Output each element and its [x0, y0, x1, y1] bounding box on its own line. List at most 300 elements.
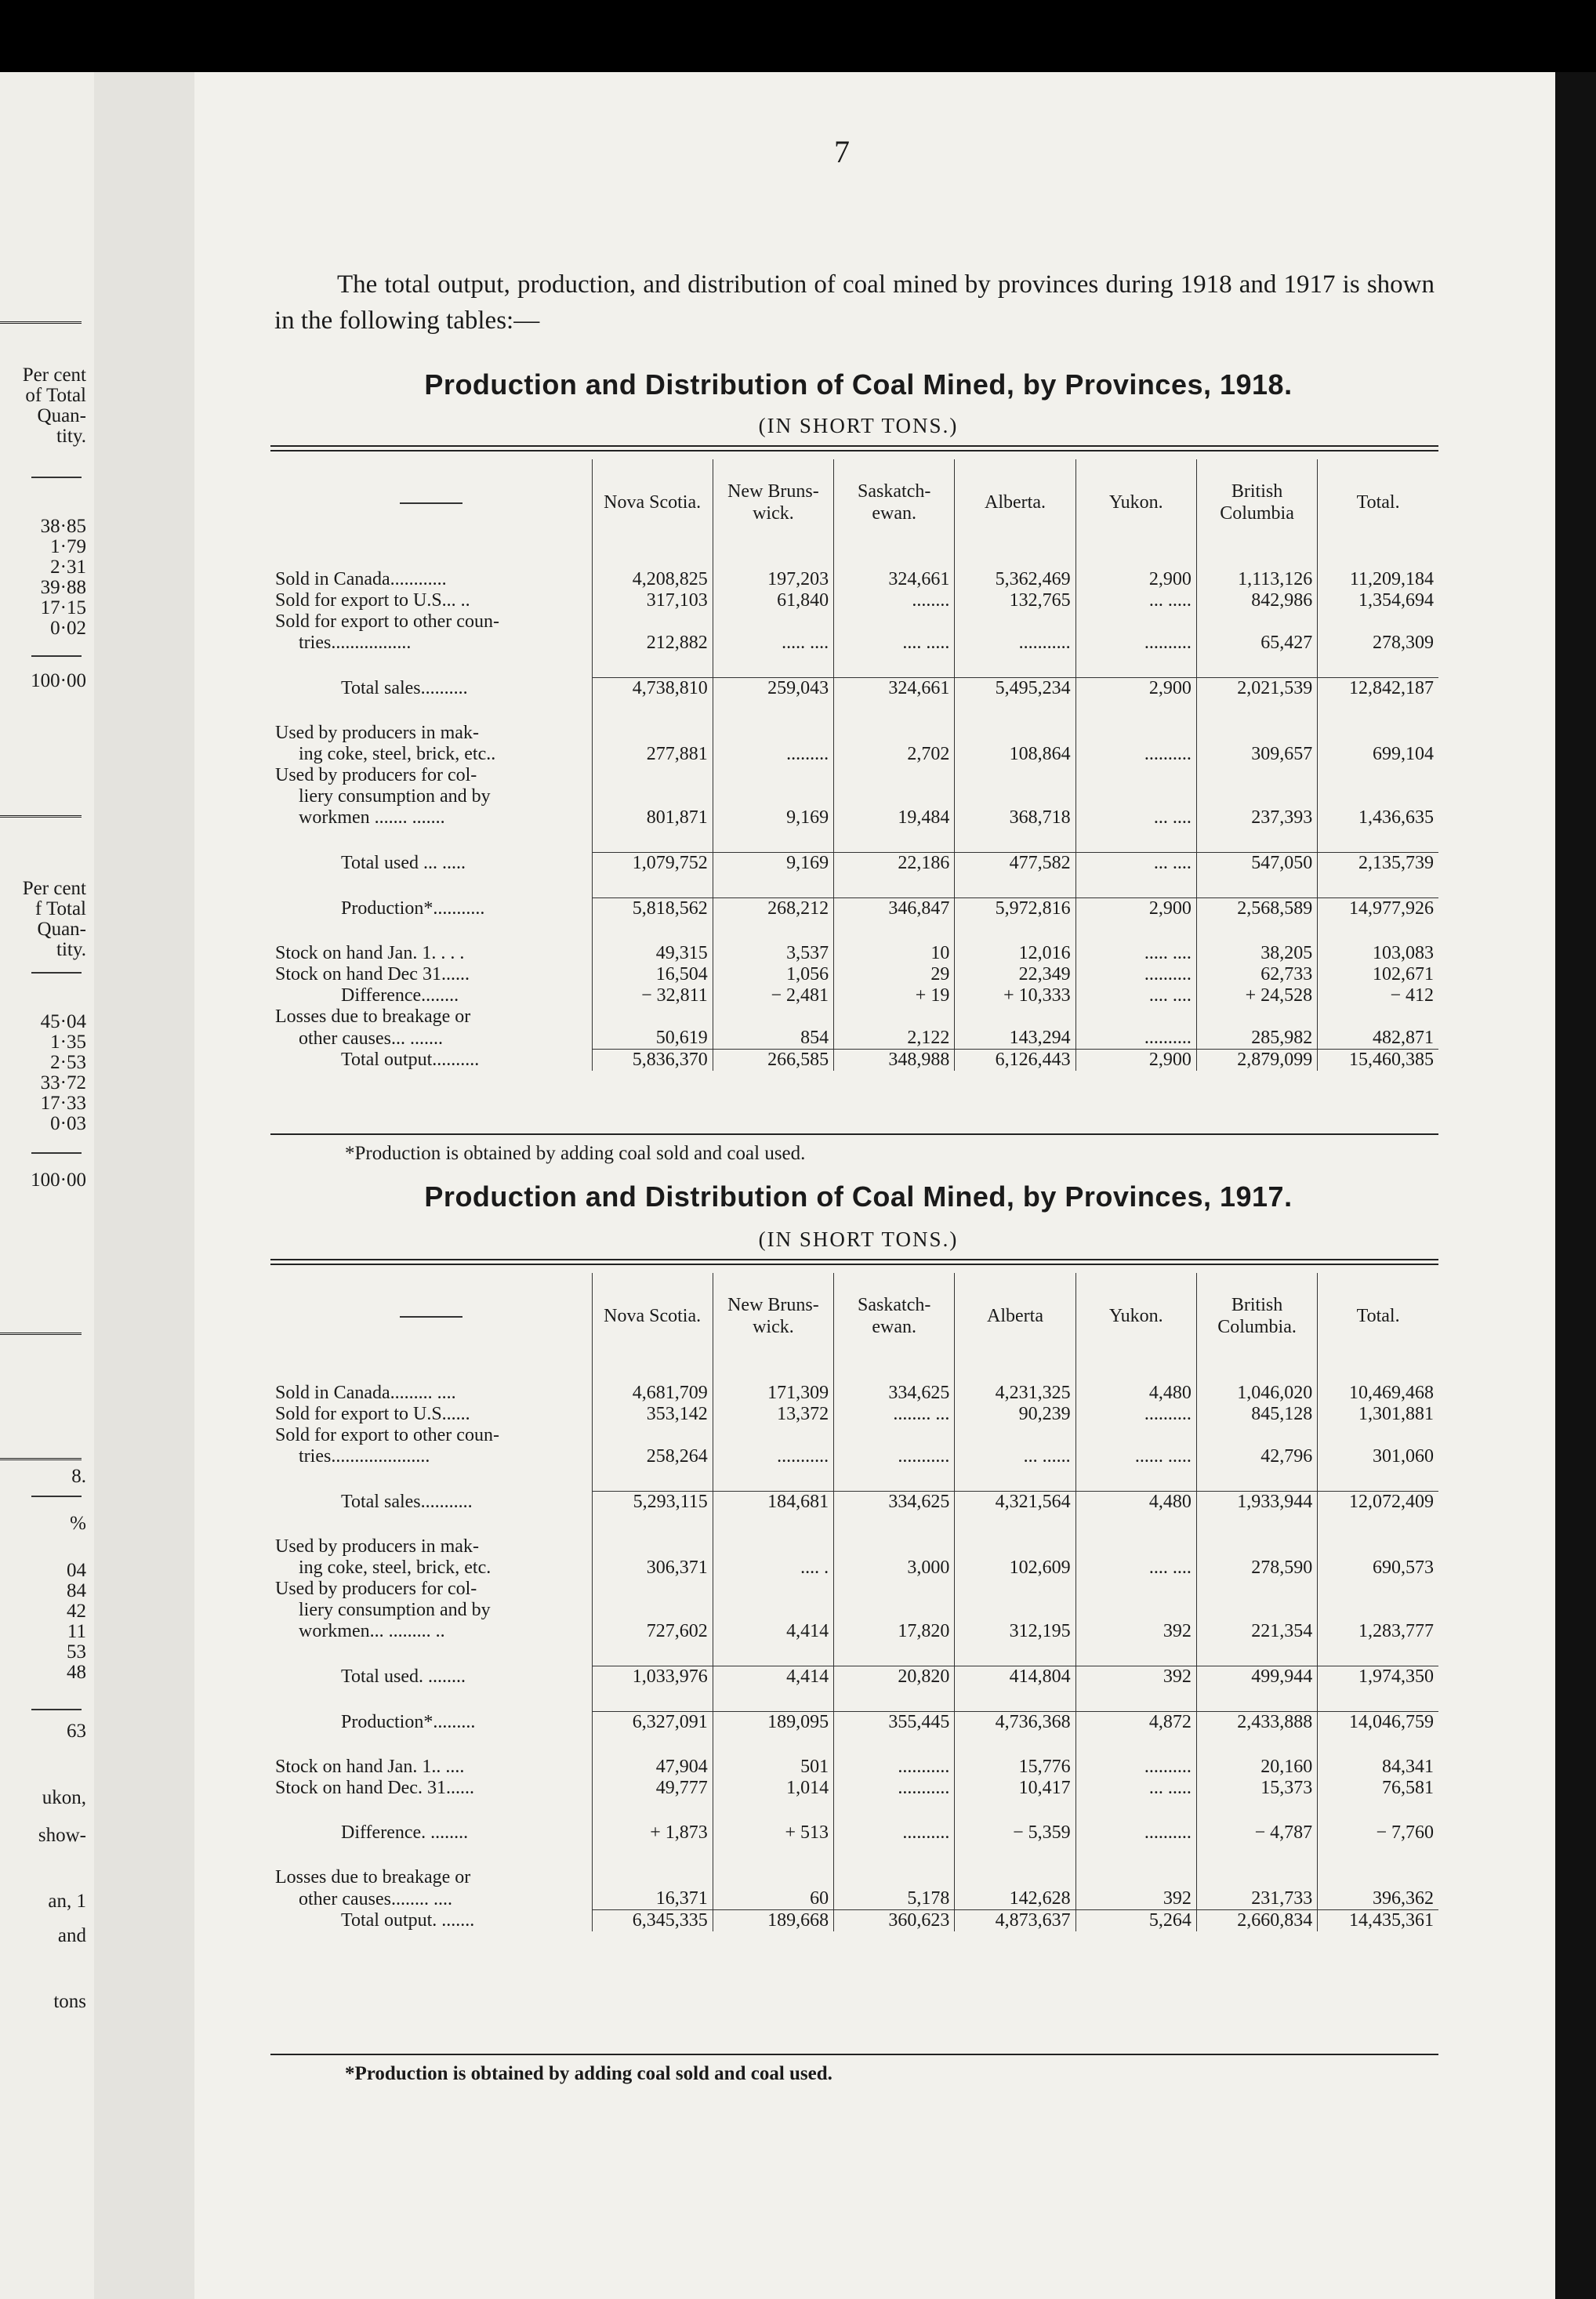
table-cell: 501 [713, 1757, 833, 1778]
table-cell: 61,840 [713, 590, 833, 611]
row-label: Total output.......... [341, 1050, 480, 1070]
table-cell [1318, 1600, 1438, 1621]
table-cell: 17,820 [834, 1621, 955, 1642]
table-cell: + 19 [834, 985, 955, 1006]
table-cell [955, 1600, 1075, 1621]
table-cell [1075, 1600, 1196, 1621]
table-cell: 11,209,184 [1318, 569, 1438, 590]
table-cell: 132,765 [955, 590, 1075, 611]
table-cell: 29 [834, 964, 955, 985]
table-row [270, 1446, 1438, 1467]
row-label: Total used. ........ [341, 1666, 466, 1687]
left-page-rule [31, 972, 82, 974]
table-cell [834, 1867, 955, 1888]
table-cell [1196, 1867, 1317, 1888]
table-cell: .... ..... [834, 633, 955, 654]
table-cell: 2,900 [1075, 898, 1196, 920]
left-page-text: tons [53, 1991, 86, 2012]
table-cell: 306,371 [592, 1557, 713, 1579]
table-cell: 348,988 [834, 1050, 955, 1072]
table-row [270, 633, 1438, 654]
table-cell: + 1,873 [592, 1822, 713, 1844]
table-cell: .......... [1075, 964, 1196, 985]
table-cell: ........ [834, 590, 955, 611]
table-row [270, 898, 1438, 920]
coal-table-1918 [270, 459, 1438, 1071]
table-cell: − 5,359 [955, 1822, 1075, 1844]
table-cell: 277,881 [592, 744, 713, 765]
table-cell: 4,231,325 [955, 1383, 1075, 1404]
table-cell: 231,733 [1196, 1888, 1317, 1910]
table-cell [592, 1600, 713, 1621]
table-cell [1075, 1536, 1196, 1557]
table-cell: ........... [955, 633, 1075, 654]
table-cell: 1,301,881 [1318, 1404, 1438, 1425]
left-page-text: 04 [67, 1560, 86, 1581]
column-header: Total. [1318, 1273, 1438, 1359]
table-cell [1318, 1579, 1438, 1600]
table-cell: 1,354,694 [1318, 590, 1438, 611]
column-header: Yukon. [1075, 1273, 1196, 1359]
table-cell: 5,293,115 [592, 1492, 713, 1514]
left-page-text: Per cent [22, 878, 86, 899]
table-cell: 12,072,409 [1318, 1492, 1438, 1514]
table-cell: 20,820 [834, 1666, 955, 1688]
table-cell: 4,321,564 [955, 1492, 1075, 1514]
table-cell [834, 611, 955, 633]
table-row [270, 1557, 1438, 1579]
table-cell [1196, 1536, 1317, 1557]
row-label: liery consumption and by [299, 786, 491, 807]
row-label: Sold for export to other coun- [275, 611, 499, 632]
table-row [270, 723, 1438, 744]
table-cell [955, 1579, 1075, 1600]
left-page-text: 1·35 [50, 1032, 86, 1053]
table-cell: 1,056 [713, 964, 833, 985]
table-cell: ... ..... [1075, 590, 1196, 611]
table-cell: 268,212 [713, 898, 833, 920]
table-cell [1196, 1425, 1317, 1446]
table-cell: 14,435,361 [1318, 1910, 1438, 1932]
left-page-rule [31, 1709, 82, 1710]
table-cell: 4,480 [1075, 1383, 1196, 1404]
table-cell: 197,203 [713, 569, 833, 590]
table-cell: 20,160 [1196, 1757, 1317, 1778]
table-cell: 324,661 [834, 569, 955, 590]
table-row [270, 786, 1438, 807]
table-cell: 801,871 [592, 807, 713, 829]
table-cell: 312,195 [955, 1621, 1075, 1642]
table-cell: 49,777 [592, 1778, 713, 1799]
table-cell: 346,847 [834, 898, 955, 920]
table-cell [955, 1425, 1075, 1446]
table-cell: 278,309 [1318, 633, 1438, 654]
left-page-rule [0, 1333, 82, 1338]
table-cell: .......... [1075, 633, 1196, 654]
table-cell: 2,879,099 [1196, 1050, 1317, 1072]
row-label: Difference........ [341, 985, 459, 1006]
table-cell [592, 1006, 713, 1028]
table-cell: 14,046,759 [1318, 1712, 1438, 1734]
table-cell: 184,681 [713, 1492, 833, 1514]
left-page-text: 45·04 [40, 1011, 86, 1032]
table-cell: 5,972,816 [955, 898, 1075, 920]
table-cell: 12,016 [955, 943, 1075, 964]
left-page-rule [0, 1458, 82, 1463]
left-page-text: 100·00 [31, 1169, 86, 1191]
table-cell: + 513 [713, 1822, 833, 1844]
table-cell: ........... [834, 1778, 955, 1799]
column-header: New Bruns-wick. [713, 459, 833, 546]
table-cell [1196, 723, 1317, 744]
table-cell: ..... .... [1075, 943, 1196, 964]
table-cell [1075, 1867, 1196, 1888]
table-row [270, 1867, 1438, 1888]
table-cell: 334,625 [834, 1492, 955, 1514]
row-label: Losses due to breakage or [275, 1867, 471, 1887]
table-cell: 259,043 [713, 678, 833, 700]
table-cell: 1,079,752 [592, 853, 713, 875]
left-page-text: ukon, [42, 1787, 86, 1808]
table-cell [592, 1425, 713, 1446]
table-cell: 189,668 [713, 1910, 833, 1932]
table-bottom-rule-1918 [270, 1133, 1438, 1135]
row-label: tries..................... [299, 1446, 430, 1467]
table-cell: 1,933,944 [1196, 1492, 1317, 1514]
table-cell: 353,142 [592, 1404, 713, 1425]
left-page-text: 42 [67, 1601, 86, 1622]
table-cell [955, 786, 1075, 807]
table-cell: 690,573 [1318, 1557, 1438, 1579]
column-header: Alberta. [955, 459, 1075, 546]
table-row [270, 1383, 1438, 1404]
table-cell: 4,872 [1075, 1712, 1196, 1734]
table-cell: 14,977,926 [1318, 898, 1438, 920]
table-cell: − 4,787 [1196, 1822, 1317, 1844]
table-cell: 6,345,335 [592, 1910, 713, 1932]
left-page-text: 8. [71, 1466, 86, 1487]
table-cell [713, 786, 833, 807]
table-cell: ........... [834, 1757, 955, 1778]
table-row [270, 943, 1438, 964]
left-page-rule [0, 321, 82, 327]
table-cell: 2,122 [834, 1028, 955, 1050]
table-cell: + 10,333 [955, 985, 1075, 1006]
table-cell: 2,135,739 [1318, 853, 1438, 875]
table-cell: ......... [713, 744, 833, 765]
table-cell: 4,414 [713, 1666, 833, 1688]
table-cell [713, 1867, 833, 1888]
table-cell: + 24,528 [1196, 985, 1317, 1006]
left-page-text: 17·15 [40, 597, 86, 618]
table-cell [713, 1600, 833, 1621]
table-cell: 845,128 [1196, 1404, 1317, 1425]
table-row [270, 678, 1438, 700]
table-cell [955, 765, 1075, 786]
coal-table-1917 [270, 1273, 1438, 1931]
left-page-text: 33·72 [40, 1072, 86, 1093]
table-cell: 2,568,589 [1196, 898, 1317, 920]
table-cell: .......... [834, 1822, 955, 1844]
left-page-text: 0·03 [50, 1113, 86, 1134]
table-cell [955, 1867, 1075, 1888]
table-cell: ... .... [1075, 807, 1196, 829]
table-cell: 317,103 [592, 590, 713, 611]
table-cell: 3,000 [834, 1557, 955, 1579]
table-cell: 4,414 [713, 1621, 833, 1642]
table-row [270, 853, 1438, 875]
table-cell [1196, 786, 1317, 807]
table-cell [713, 611, 833, 633]
table-cell: − 2,481 [713, 985, 833, 1006]
table-row [270, 1006, 1438, 1028]
table-cell: 2,021,539 [1196, 678, 1317, 700]
column-header: Yukon. [1075, 459, 1196, 546]
table-cell [1075, 765, 1196, 786]
table-cell: ... ...... [955, 1446, 1075, 1467]
table-cell: 499,944 [1196, 1666, 1317, 1688]
left-page-text: of Total [25, 385, 86, 406]
table-cell: − 32,811 [592, 985, 713, 1006]
left-page-text: Quan- [37, 405, 86, 426]
table-row [270, 1050, 1438, 1072]
table-cell: 221,354 [1196, 1621, 1317, 1642]
left-page-text: tity. [56, 939, 86, 960]
row-label: Used by producers for col- [275, 765, 477, 785]
row-label: Production*......... [341, 1712, 476, 1732]
table-cell: 258,264 [592, 1446, 713, 1467]
left-page-text: 38·85 [40, 516, 86, 537]
table-cell: 16,371 [592, 1888, 713, 1910]
table-title-1917: Production and Distribution of Coal Mined, by Provinces, 1917. [424, 1180, 1293, 1213]
table-cell: 396,362 [1318, 1888, 1438, 1910]
row-label: Losses due to breakage or [275, 1006, 471, 1027]
table-cell: 1,014 [713, 1778, 833, 1799]
table-title-1918: Production and Distribution of Coal Mined, by Provinces, 1918. [424, 368, 1293, 401]
table-cell: .......... [1075, 1757, 1196, 1778]
table-cell [592, 723, 713, 744]
table-cell: 47,904 [592, 1757, 713, 1778]
table-cell [1318, 1425, 1438, 1446]
table-cell: 62,733 [1196, 964, 1317, 985]
table-cell: 10,469,468 [1318, 1383, 1438, 1404]
table-cell [1318, 1006, 1438, 1028]
table-cell [834, 1600, 955, 1621]
table-cell [592, 611, 713, 633]
table-cell: 50,619 [592, 1028, 713, 1050]
table-cell: .......... [1075, 744, 1196, 765]
table-row [270, 1712, 1438, 1734]
table-cell: 6,327,091 [592, 1712, 713, 1734]
table-row [270, 1579, 1438, 1600]
table-cell: 699,104 [1318, 744, 1438, 765]
left-page-text: Per cent [22, 364, 86, 386]
table-cell [834, 1006, 955, 1028]
left-page-text: an, 1 [48, 1891, 86, 1912]
table-cell [713, 723, 833, 744]
table-cell [1075, 723, 1196, 744]
table-cell [955, 723, 1075, 744]
table-cell [1196, 1579, 1317, 1600]
table-cell [955, 1536, 1075, 1557]
column-header: Nova Scotia. [592, 1273, 713, 1359]
column-header: British Columbia. [1196, 1273, 1317, 1359]
table-cell [1075, 1425, 1196, 1446]
table-cell: 142,628 [955, 1888, 1075, 1910]
table-cell: 309,657 [1196, 744, 1317, 765]
table-cell: ... .... [1075, 853, 1196, 875]
table-cell: 49,315 [592, 943, 713, 964]
row-label: Sold for export to U.S...... [275, 1404, 470, 1424]
row-label: other causes........ .... [299, 1888, 452, 1909]
row-label: workmen... ......... .. [299, 1621, 445, 1641]
table-cell: 22,349 [955, 964, 1075, 985]
left-page-rule [31, 1152, 82, 1154]
table-cell: 9,169 [713, 807, 833, 829]
table-cell: 19,484 [834, 807, 955, 829]
column-header: Total. [1318, 459, 1438, 546]
table-cell: 2,900 [1075, 569, 1196, 590]
row-label: Sold in Canada............ [275, 569, 447, 589]
table-cell [592, 1536, 713, 1557]
row-label: other causes... ....... [299, 1028, 443, 1049]
table-cell: 5,178 [834, 1888, 955, 1910]
table-cell: .......... [1075, 1404, 1196, 1425]
table-row [270, 744, 1438, 765]
table-cell [592, 1867, 713, 1888]
table-cell [955, 1006, 1075, 1028]
table-cell: 102,671 [1318, 964, 1438, 985]
table-row [270, 590, 1438, 611]
table-cell: 76,581 [1318, 1778, 1438, 1799]
table-cell [713, 1579, 833, 1600]
table-cell: 10,417 [955, 1778, 1075, 1799]
table-cell [713, 765, 833, 786]
table-row [270, 1492, 1438, 1514]
table-cell: 15,776 [955, 1757, 1075, 1778]
row-label: Total used ... ..... [341, 853, 466, 873]
table-subtitle-1917: (IN SHORT TONS.) [758, 1227, 959, 1251]
left-page-text: 100·00 [31, 670, 86, 691]
left-page-text: 63 [67, 1721, 86, 1742]
row-label: Stock on hand Dec 31...... [275, 964, 470, 985]
table-cell: 12,842,187 [1318, 678, 1438, 700]
page-edge-shadow [1555, 72, 1596, 2299]
table-cell: 2,660,834 [1196, 1910, 1317, 1932]
table-cell [834, 765, 955, 786]
table-cell [592, 786, 713, 807]
table-cell [1196, 1006, 1317, 1028]
table-cell: 15,373 [1196, 1778, 1317, 1799]
column-header: Alberta [955, 1273, 1075, 1359]
table-cell: 355,445 [834, 1712, 955, 1734]
table-cell: 6,126,443 [955, 1050, 1075, 1072]
row-label: Total sales........... [341, 1492, 473, 1512]
table-cell [1196, 1600, 1317, 1621]
table-cell: 266,585 [713, 1050, 833, 1072]
table-cell: 334,625 [834, 1383, 955, 1404]
table-row [270, 1600, 1438, 1621]
table-row [270, 964, 1438, 985]
left-page-text: 2·31 [50, 557, 86, 578]
table-cell: 301,060 [1318, 1446, 1438, 1467]
column-header: Nova Scotia. [592, 459, 713, 546]
table-cell [1075, 786, 1196, 807]
table-cell: 2,433,888 [1196, 1712, 1317, 1734]
footnote-1918: *Production is obtained by adding coal sold and coal used. [345, 1143, 806, 1164]
table-cell: 5,836,370 [592, 1050, 713, 1072]
table-cell [1318, 765, 1438, 786]
left-page-rule [31, 1496, 82, 1497]
table-cell: 854 [713, 1028, 833, 1050]
table-row [270, 1778, 1438, 1799]
table-cell: 1,046,020 [1196, 1383, 1317, 1404]
table-cell: .... . [713, 1557, 833, 1579]
table-cell [1318, 786, 1438, 807]
row-label: tries................. [299, 633, 412, 653]
table-cell: .......... [1075, 1822, 1196, 1844]
table-cell: 22,186 [834, 853, 955, 875]
table-cell: 102,609 [955, 1557, 1075, 1579]
table-cell [1318, 723, 1438, 744]
table-cell: 842,986 [1196, 590, 1317, 611]
table-row [270, 765, 1438, 786]
page-number: 7 [834, 134, 850, 169]
table-cell: 9,169 [713, 853, 833, 875]
table-cell: 4,208,825 [592, 569, 713, 590]
left-page-text: tity. [56, 426, 86, 447]
table-row [270, 1822, 1438, 1844]
table-cell: 4,681,709 [592, 1383, 713, 1404]
table-cell: 324,661 [834, 678, 955, 700]
column-header: Saskatch-ewan. [834, 1273, 955, 1359]
table-cell: 2,900 [1075, 678, 1196, 700]
table-cell: 1,283,777 [1318, 1621, 1438, 1642]
table-row [270, 985, 1438, 1006]
table-top-rule-1917 [270, 1259, 1438, 1265]
table-cell: 392 [1075, 1666, 1196, 1688]
table-cell: 13,372 [713, 1404, 833, 1425]
table-cell: 10 [834, 943, 955, 964]
row-label: Stock on hand Dec. 31...... [275, 1778, 474, 1798]
table-cell: 392 [1075, 1621, 1196, 1642]
table-row [270, 1621, 1438, 1642]
table-cell: ... ..... [1075, 1778, 1196, 1799]
table-cell: 1,436,635 [1318, 807, 1438, 829]
table-row [270, 1910, 1438, 1932]
left-page-rule [0, 815, 82, 821]
table-cell: 5,818,562 [592, 898, 713, 920]
table-cell: 285,982 [1196, 1028, 1317, 1050]
table-cell: 15,460,385 [1318, 1050, 1438, 1072]
table-cell: 4,736,368 [955, 1712, 1075, 1734]
table-row [270, 1888, 1438, 1910]
table-cell: 4,738,810 [592, 678, 713, 700]
table-cell: 90,239 [955, 1404, 1075, 1425]
table-cell [592, 1579, 713, 1600]
table-cell: 278,590 [1196, 1557, 1317, 1579]
table-row [270, 1425, 1438, 1446]
left-page-text: Quan- [37, 919, 86, 940]
table-cell [1075, 1006, 1196, 1028]
table-cell: − 7,760 [1318, 1822, 1438, 1844]
row-label: Production*........... [341, 898, 485, 919]
left-page-text: 2·53 [50, 1052, 86, 1073]
table-cell [834, 1536, 955, 1557]
table-cell: 171,309 [713, 1383, 833, 1404]
table-cell: 4,480 [1075, 1492, 1196, 1514]
left-page-text: 53 [67, 1641, 86, 1663]
